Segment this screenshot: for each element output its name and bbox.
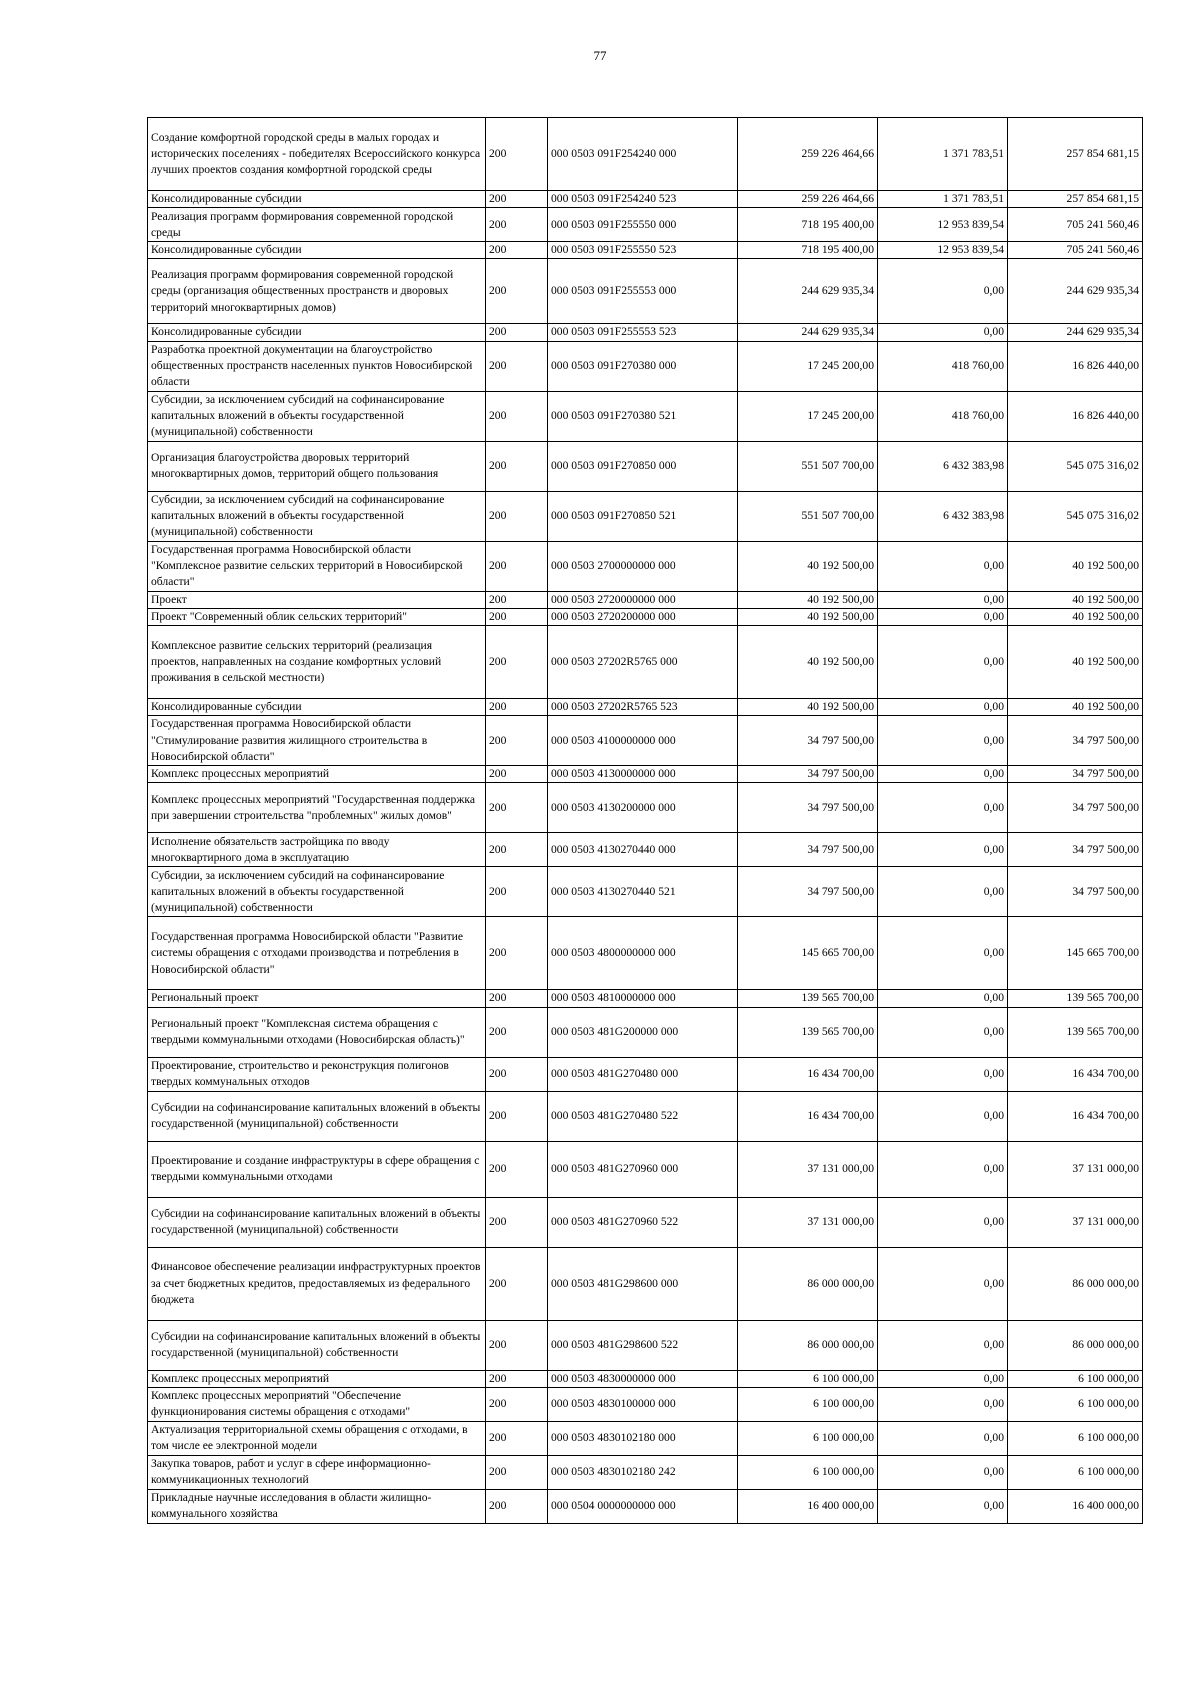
row-remaining-amount-cell: 86 000 000,00 (1008, 1320, 1143, 1370)
row-classification-code-cell: 000 0503 091F270380 000 (548, 341, 738, 391)
row-executed-amount-cell: 12 953 839,54 (878, 208, 1008, 242)
row-executed-amount-cell: 0,00 (878, 1197, 1008, 1247)
row-classification-code-cell: 000 0503 481G270480 000 (548, 1057, 738, 1091)
row-name-cell: Проект (148, 591, 486, 608)
row-name-cell: Разработка проектной документации на благоустройство общественных пространств населенных пунктов Новосибирской области (148, 341, 486, 391)
table-row (148, 491, 1143, 541)
row-executed-amount-cell: 0,00 (878, 608, 1008, 625)
row-name-cell: Субсидии, за исключением субсидий на софинансирование капитальных вложений в объекты государственной (муниципальной) собственности (148, 867, 486, 917)
row-approved-amount-cell: 40 192 500,00 (738, 626, 878, 699)
row-name-cell: Региональный проект (148, 990, 486, 1007)
row-executed-amount-cell: 0,00 (878, 1007, 1008, 1057)
row-line-code-cell: 200 (486, 867, 548, 917)
row-approved-amount-cell: 17 245 200,00 (738, 391, 878, 441)
row-line-code-cell: 200 (486, 1247, 548, 1320)
table-row (148, 1489, 1143, 1523)
table-row (148, 1455, 1143, 1489)
table-row (148, 441, 1143, 491)
row-classification-code-cell: 000 0503 091F255553 523 (548, 324, 738, 341)
table-row (148, 324, 1143, 341)
row-name-cell: Государственная программа Новосибирской области "Стимулирование развития жилищного строительства в Новосибирской области" (148, 716, 486, 766)
table-row (148, 608, 1143, 625)
row-name-cell: Субсидии, за исключением субсидий на софинансирование капитальных вложений в объекты государственной (муниципальной) собственности (148, 391, 486, 441)
table-row (148, 917, 1143, 990)
row-name-cell: Комплексное развитие сельских территорий (реализация проектов, направленных на создание комфортных условий проживания в сельской местности) (148, 626, 486, 699)
row-name-cell: Консолидированные субсидии (148, 699, 486, 716)
row-approved-amount-cell: 139 565 700,00 (738, 990, 878, 1007)
table-row (148, 242, 1143, 259)
row-executed-amount-cell: 0,00 (878, 1489, 1008, 1523)
table-row (148, 1320, 1143, 1370)
table-row (148, 1057, 1143, 1091)
row-executed-amount-cell: 0,00 (878, 1421, 1008, 1455)
row-executed-amount-cell: 0,00 (878, 626, 1008, 699)
row-remaining-amount-cell: 139 565 700,00 (1008, 1007, 1143, 1057)
row-line-code-cell: 200 (486, 716, 548, 766)
row-line-code-cell: 200 (486, 1141, 548, 1197)
row-approved-amount-cell: 259 226 464,66 (738, 191, 878, 208)
row-approved-amount-cell: 145 665 700,00 (738, 917, 878, 990)
row-approved-amount-cell: 34 797 500,00 (738, 867, 878, 917)
row-remaining-amount-cell: 37 131 000,00 (1008, 1141, 1143, 1197)
row-line-code-cell: 200 (486, 626, 548, 699)
row-classification-code-cell: 000 0503 481G270480 522 (548, 1091, 738, 1141)
row-classification-code-cell: 000 0503 4830100000 000 (548, 1387, 738, 1421)
row-name-cell: Государственная программа Новосибирской области "Развитие системы обращения с отходами производства и потребления в Новосибирской области" (148, 917, 486, 990)
row-name-cell: Исполнение обязательств застройщика по вводу многоквартирного дома в эксплуатацию (148, 833, 486, 867)
row-line-code-cell: 200 (486, 1421, 548, 1455)
table-row (148, 1091, 1143, 1141)
row-line-code-cell: 200 (486, 1370, 548, 1387)
row-approved-amount-cell: 86 000 000,00 (738, 1247, 878, 1320)
row-classification-code-cell: 000 0504 0000000000 000 (548, 1489, 738, 1523)
row-executed-amount-cell: 0,00 (878, 1247, 1008, 1320)
row-name-cell: Комплекс процессных мероприятий "Обеспечение функционирования системы обращения с отходами" (148, 1387, 486, 1421)
row-approved-amount-cell: 244 629 935,34 (738, 324, 878, 341)
table-row (148, 118, 1143, 191)
row-remaining-amount-cell: 16 400 000,00 (1008, 1489, 1143, 1523)
row-approved-amount-cell: 16 434 700,00 (738, 1057, 878, 1091)
row-remaining-amount-cell: 244 629 935,34 (1008, 259, 1143, 324)
row-classification-code-cell: 000 0503 091F270850 521 (548, 491, 738, 541)
table-row (148, 259, 1143, 324)
row-name-cell: Проектирование и создание инфраструктуры в сфере обращения с твердыми коммунальными отходами (148, 1141, 486, 1197)
row-name-cell: Субсидии на софинансирование капитальных вложений в объекты государственной (муниципальной) собственности (148, 1320, 486, 1370)
row-remaining-amount-cell: 257 854 681,15 (1008, 118, 1143, 191)
row-approved-amount-cell: 244 629 935,34 (738, 259, 878, 324)
table-row (148, 1387, 1143, 1421)
row-classification-code-cell: 000 0503 481G298600 522 (548, 1320, 738, 1370)
row-remaining-amount-cell: 40 192 500,00 (1008, 699, 1143, 716)
row-executed-amount-cell: 0,00 (878, 591, 1008, 608)
row-approved-amount-cell: 718 195 400,00 (738, 242, 878, 259)
table-row (148, 191, 1143, 208)
row-remaining-amount-cell: 34 797 500,00 (1008, 783, 1143, 833)
row-classification-code-cell: 000 0503 4830000000 000 (548, 1370, 738, 1387)
row-approved-amount-cell: 17 245 200,00 (738, 341, 878, 391)
row-line-code-cell: 200 (486, 990, 548, 1007)
row-executed-amount-cell: 0,00 (878, 917, 1008, 990)
row-classification-code-cell: 000 0503 481G200000 000 (548, 1007, 738, 1057)
row-name-cell: Комплекс процессных мероприятий "Государственная поддержка при завершении строительства "проблемных" жилых домов" (148, 783, 486, 833)
row-classification-code-cell: 000 0503 4830102180 242 (548, 1455, 738, 1489)
row-remaining-amount-cell: 40 192 500,00 (1008, 591, 1143, 608)
row-executed-amount-cell: 0,00 (878, 1320, 1008, 1370)
row-approved-amount-cell: 6 100 000,00 (738, 1387, 878, 1421)
table-row (148, 716, 1143, 766)
table-row (148, 766, 1143, 783)
row-approved-amount-cell: 6 100 000,00 (738, 1370, 878, 1387)
row-remaining-amount-cell: 6 100 000,00 (1008, 1387, 1143, 1421)
row-remaining-amount-cell: 16 434 700,00 (1008, 1057, 1143, 1091)
row-name-cell: Актуализация территориальной схемы обращения с отходами, в том числе ее электронной модели (148, 1421, 486, 1455)
row-name-cell: Государственная программа Новосибирской области "Комплексное развитие сельских территорий в Новосибирской области" (148, 541, 486, 591)
row-executed-amount-cell: 0,00 (878, 1455, 1008, 1489)
row-line-code-cell: 200 (486, 766, 548, 783)
row-approved-amount-cell: 40 192 500,00 (738, 541, 878, 591)
row-executed-amount-cell: 0,00 (878, 1370, 1008, 1387)
row-line-code-cell: 200 (486, 608, 548, 625)
row-executed-amount-cell: 0,00 (878, 833, 1008, 867)
row-executed-amount-cell: 0,00 (878, 783, 1008, 833)
row-remaining-amount-cell: 705 241 560,46 (1008, 208, 1143, 242)
row-classification-code-cell: 000 0503 481G270960 000 (548, 1141, 738, 1197)
row-approved-amount-cell: 34 797 500,00 (738, 833, 878, 867)
row-name-cell: Закупка товаров, работ и услуг в сфере информационно-коммуникационных технологий (148, 1455, 486, 1489)
row-approved-amount-cell: 34 797 500,00 (738, 766, 878, 783)
row-remaining-amount-cell: 6 100 000,00 (1008, 1455, 1143, 1489)
row-line-code-cell: 200 (486, 324, 548, 341)
row-remaining-amount-cell: 16 826 440,00 (1008, 391, 1143, 441)
row-name-cell: Создание комфортной городской среды в малых городах и исторических поселениях - победителях Всероссийского конкурса лучших проектов создания комфортной городской среды (148, 118, 486, 191)
row-executed-amount-cell: 0,00 (878, 716, 1008, 766)
row-executed-amount-cell: 1 371 783,51 (878, 191, 1008, 208)
table-row (148, 1421, 1143, 1455)
row-classification-code-cell: 000 0503 27202R5765 523 (548, 699, 738, 716)
row-approved-amount-cell: 86 000 000,00 (738, 1320, 878, 1370)
row-classification-code-cell: 000 0503 091F255550 000 (548, 208, 738, 242)
row-executed-amount-cell: 0,00 (878, 541, 1008, 591)
row-remaining-amount-cell: 705 241 560,46 (1008, 242, 1143, 259)
row-remaining-amount-cell: 34 797 500,00 (1008, 766, 1143, 783)
row-executed-amount-cell: 0,00 (878, 990, 1008, 1007)
table-row (148, 833, 1143, 867)
row-approved-amount-cell: 40 192 500,00 (738, 608, 878, 625)
row-name-cell: Консолидированные субсидии (148, 191, 486, 208)
row-approved-amount-cell: 551 507 700,00 (738, 491, 878, 541)
row-approved-amount-cell: 718 195 400,00 (738, 208, 878, 242)
table-row (148, 391, 1143, 441)
row-executed-amount-cell: 6 432 383,98 (878, 491, 1008, 541)
row-executed-amount-cell: 418 760,00 (878, 391, 1008, 441)
row-classification-code-cell: 000 0503 091F254240 523 (548, 191, 738, 208)
row-executed-amount-cell: 418 760,00 (878, 341, 1008, 391)
row-name-cell: Финансовое обеспечение реализации инфраструктурных проектов за счет бюджетных кредитов, предоставляемых из федерального бюджета (148, 1247, 486, 1320)
row-classification-code-cell: 000 0503 4130200000 000 (548, 783, 738, 833)
row-executed-amount-cell: 0,00 (878, 259, 1008, 324)
row-executed-amount-cell: 6 432 383,98 (878, 441, 1008, 491)
table-row (148, 591, 1143, 608)
row-line-code-cell: 200 (486, 391, 548, 441)
row-classification-code-cell: 000 0503 4800000000 000 (548, 917, 738, 990)
row-remaining-amount-cell: 545 075 316,02 (1008, 491, 1143, 541)
row-classification-code-cell: 000 0503 4830102180 000 (548, 1421, 738, 1455)
table-row (148, 341, 1143, 391)
row-name-cell: Субсидии на софинансирование капитальных вложений в объекты государственной (муниципальной) собственности (148, 1091, 486, 1141)
row-classification-code-cell: 000 0503 27202R5765 000 (548, 626, 738, 699)
row-classification-code-cell: 000 0503 2720000000 000 (548, 591, 738, 608)
row-classification-code-cell: 000 0503 481G298600 000 (548, 1247, 738, 1320)
table-row (148, 1141, 1143, 1197)
row-classification-code-cell: 000 0503 4130000000 000 (548, 766, 738, 783)
budget-execution-table (147, 117, 1143, 1524)
row-remaining-amount-cell: 40 192 500,00 (1008, 626, 1143, 699)
row-name-cell: Субсидии, за исключением субсидий на софинансирование капитальных вложений в объекты государственной (муниципальной) собственности (148, 491, 486, 541)
row-approved-amount-cell: 6 100 000,00 (738, 1421, 878, 1455)
row-remaining-amount-cell: 34 797 500,00 (1008, 867, 1143, 917)
row-name-cell: Проектирование, строительство и реконструкция полигонов твердых коммунальных отходов (148, 1057, 486, 1091)
row-executed-amount-cell: 0,00 (878, 867, 1008, 917)
row-approved-amount-cell: 34 797 500,00 (738, 716, 878, 766)
row-approved-amount-cell: 139 565 700,00 (738, 1007, 878, 1057)
row-line-code-cell: 200 (486, 441, 548, 491)
table-row (148, 1370, 1143, 1387)
table-row (148, 699, 1143, 716)
row-classification-code-cell: 000 0503 2720200000 000 (548, 608, 738, 625)
row-name-cell: Прикладные научные исследования в области жилищно-коммунального хозяйства (148, 1489, 486, 1523)
table-row (148, 867, 1143, 917)
row-executed-amount-cell: 12 953 839,54 (878, 242, 1008, 259)
row-line-code-cell: 200 (486, 259, 548, 324)
row-approved-amount-cell: 6 100 000,00 (738, 1455, 878, 1489)
row-remaining-amount-cell: 16 434 700,00 (1008, 1091, 1143, 1141)
row-remaining-amount-cell: 257 854 681,15 (1008, 191, 1143, 208)
row-classification-code-cell: 000 0503 091F270850 000 (548, 441, 738, 491)
row-line-code-cell: 200 (486, 118, 548, 191)
row-line-code-cell: 200 (486, 1007, 548, 1057)
table-row (148, 541, 1143, 591)
row-approved-amount-cell: 16 434 700,00 (738, 1091, 878, 1141)
row-classification-code-cell: 000 0503 481G270960 522 (548, 1197, 738, 1247)
row-name-cell: Региональный проект "Комплексная система обращения с твердыми коммунальными отходами (Новосибирская область)" (148, 1007, 486, 1057)
row-classification-code-cell: 000 0503 091F254240 000 (548, 118, 738, 191)
row-line-code-cell: 200 (486, 699, 548, 716)
table-row (148, 783, 1143, 833)
row-classification-code-cell: 000 0503 4130270440 521 (548, 867, 738, 917)
row-remaining-amount-cell: 139 565 700,00 (1008, 990, 1143, 1007)
row-remaining-amount-cell: 34 797 500,00 (1008, 716, 1143, 766)
row-remaining-amount-cell: 545 075 316,02 (1008, 441, 1143, 491)
row-line-code-cell: 200 (486, 1197, 548, 1247)
row-line-code-cell: 200 (486, 1320, 548, 1370)
row-classification-code-cell: 000 0503 4100000000 000 (548, 716, 738, 766)
row-line-code-cell: 200 (486, 783, 548, 833)
row-name-cell: Организация благоустройства дворовых территорий многоквартирных домов, территорий общего пользования (148, 441, 486, 491)
row-classification-code-cell: 000 0503 4130270440 000 (548, 833, 738, 867)
row-name-cell: Реализация программ формирования современной городской среды (организация общественных пространств и дворовых территорий многоквартирных домов) (148, 259, 486, 324)
row-line-code-cell: 200 (486, 208, 548, 242)
row-name-cell: Субсидии на софинансирование капитальных вложений в объекты государственной (муниципальной) собственности (148, 1197, 486, 1247)
row-executed-amount-cell: 0,00 (878, 766, 1008, 783)
row-approved-amount-cell: 37 131 000,00 (738, 1197, 878, 1247)
row-remaining-amount-cell: 16 826 440,00 (1008, 341, 1143, 391)
row-line-code-cell: 200 (486, 1091, 548, 1141)
row-line-code-cell: 200 (486, 541, 548, 591)
row-remaining-amount-cell: 145 665 700,00 (1008, 917, 1143, 990)
row-approved-amount-cell: 37 131 000,00 (738, 1141, 878, 1197)
row-remaining-amount-cell: 40 192 500,00 (1008, 608, 1143, 625)
row-remaining-amount-cell: 86 000 000,00 (1008, 1247, 1143, 1320)
row-name-cell: Проект "Современный облик сельских территорий" (148, 608, 486, 625)
row-line-code-cell: 200 (486, 917, 548, 990)
row-name-cell: Комплекс процессных мероприятий (148, 1370, 486, 1387)
row-executed-amount-cell: 0,00 (878, 1091, 1008, 1141)
row-line-code-cell: 200 (486, 1489, 548, 1523)
table-row (148, 1007, 1143, 1057)
row-approved-amount-cell: 34 797 500,00 (738, 783, 878, 833)
row-classification-code-cell: 000 0503 2700000000 000 (548, 541, 738, 591)
row-name-cell: Реализация программ формирования современной городской среды (148, 208, 486, 242)
row-remaining-amount-cell: 6 100 000,00 (1008, 1421, 1143, 1455)
table-row (148, 1247, 1143, 1320)
row-approved-amount-cell: 16 400 000,00 (738, 1489, 878, 1523)
row-remaining-amount-cell: 6 100 000,00 (1008, 1370, 1143, 1387)
row-name-cell: Консолидированные субсидии (148, 242, 486, 259)
row-name-cell: Комплекс процессных мероприятий (148, 766, 486, 783)
row-line-code-cell: 200 (486, 341, 548, 391)
table-row (148, 208, 1143, 242)
row-line-code-cell: 200 (486, 1057, 548, 1091)
row-line-code-cell: 200 (486, 833, 548, 867)
row-remaining-amount-cell: 37 131 000,00 (1008, 1197, 1143, 1247)
table-row (148, 1197, 1143, 1247)
row-remaining-amount-cell: 34 797 500,00 (1008, 833, 1143, 867)
row-classification-code-cell: 000 0503 091F270380 521 (548, 391, 738, 441)
row-remaining-amount-cell: 40 192 500,00 (1008, 541, 1143, 591)
row-line-code-cell: 200 (486, 191, 548, 208)
row-executed-amount-cell: 0,00 (878, 324, 1008, 341)
row-line-code-cell: 200 (486, 491, 548, 541)
table-row (148, 990, 1143, 1007)
row-line-code-cell: 200 (486, 591, 548, 608)
row-approved-amount-cell: 259 226 464,66 (738, 118, 878, 191)
row-name-cell: Консолидированные субсидии (148, 324, 486, 341)
row-executed-amount-cell: 0,00 (878, 699, 1008, 716)
row-classification-code-cell: 000 0503 091F255553 000 (548, 259, 738, 324)
page-number: 77 (593, 48, 607, 63)
row-line-code-cell: 200 (486, 242, 548, 259)
row-executed-amount-cell: 0,00 (878, 1141, 1008, 1197)
row-classification-code-cell: 000 0503 091F255550 523 (548, 242, 738, 259)
row-remaining-amount-cell: 244 629 935,34 (1008, 324, 1143, 341)
row-classification-code-cell: 000 0503 4810000000 000 (548, 990, 738, 1007)
row-approved-amount-cell: 551 507 700,00 (738, 441, 878, 491)
row-executed-amount-cell: 0,00 (878, 1387, 1008, 1421)
row-executed-amount-cell: 0,00 (878, 1057, 1008, 1091)
row-approved-amount-cell: 40 192 500,00 (738, 699, 878, 716)
table-row (148, 626, 1143, 699)
row-line-code-cell: 200 (486, 1387, 548, 1421)
row-line-code-cell: 200 (486, 1455, 548, 1489)
row-approved-amount-cell: 40 192 500,00 (738, 591, 878, 608)
row-executed-amount-cell: 1 371 783,51 (878, 118, 1008, 191)
